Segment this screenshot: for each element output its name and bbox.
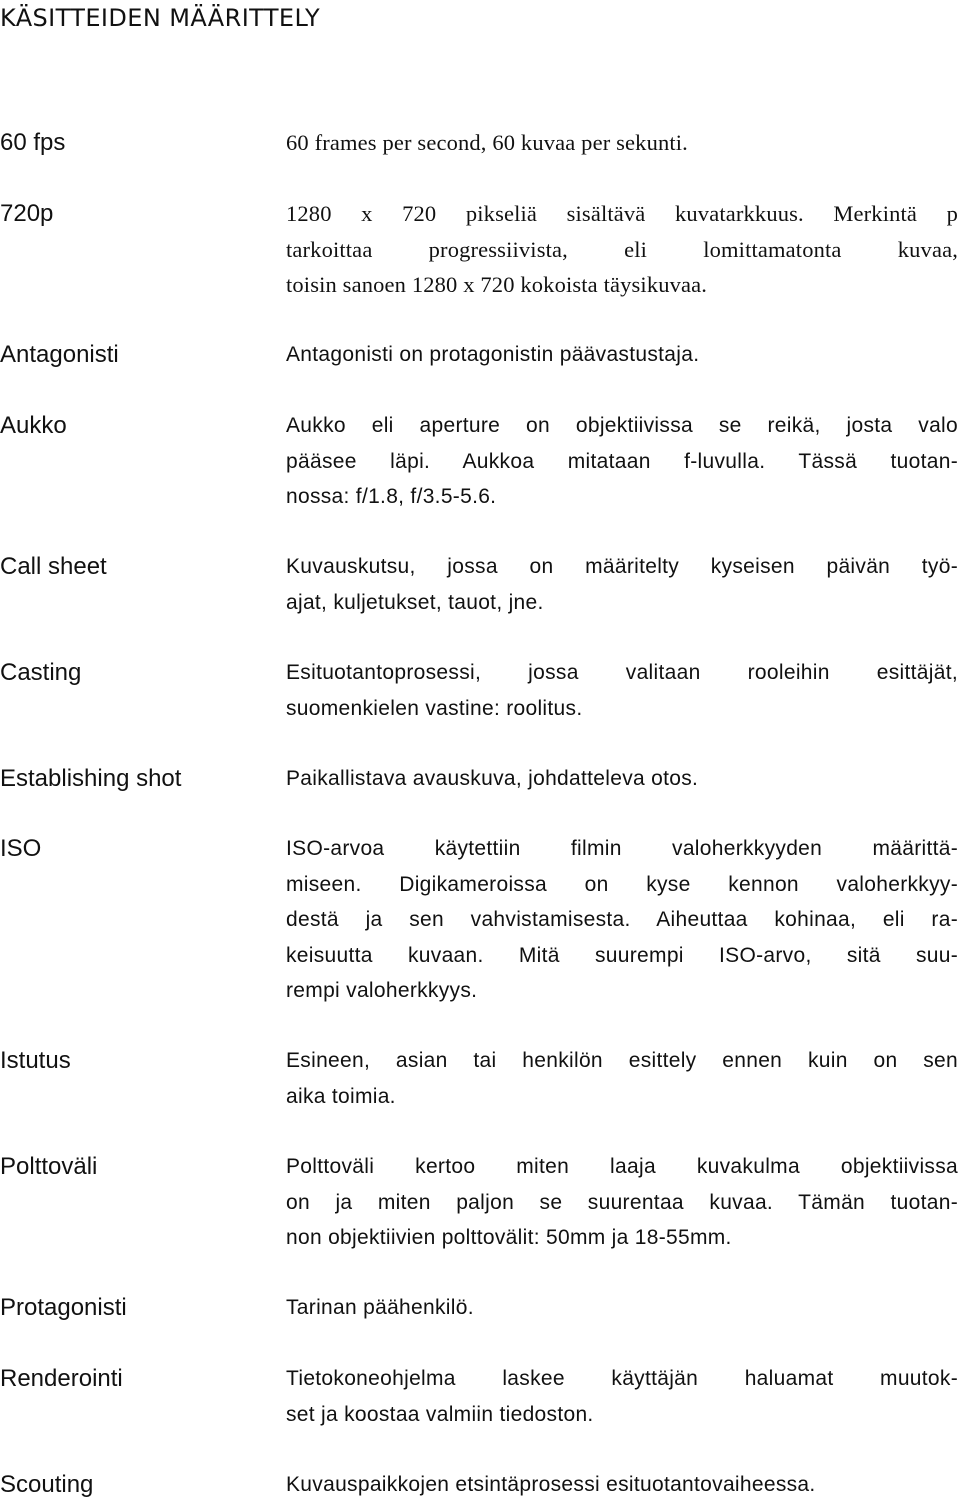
definition-line: Esituotantoprosessi, jossa valitaan rooleihin esittäjät,	[286, 661, 958, 684]
definition-line: set ja koostaa valmiin tiedoston.	[286, 1402, 594, 1426]
term-protagonisti: Protagonisti	[0, 1294, 127, 1321]
term-istutus: Istutus	[0, 1047, 71, 1074]
definition-line: ISO-arvoa käytettiin filmin valoherkkyyden määrittä-	[286, 837, 958, 860]
definition-line: non objektiivien polttovälit: 50mm ja 18-55mm.	[286, 1226, 732, 1249]
term-call-sheet: Call sheet	[0, 553, 107, 580]
definition-scouting	[286, 1467, 958, 1503]
definition-line: pääsee läpi. Aukkoa mitataan f-luvulla. Tässä tuotan-	[286, 449, 958, 473]
definition-line: rempi valoherkkyys.	[286, 979, 478, 1002]
definition-line: aika toimia.	[286, 1084, 396, 1108]
definition-call-sheet	[286, 549, 958, 620]
term-antagonisti: Antagonisti	[0, 341, 119, 368]
definition-line: 1280 x 720 pikseliä sisältävä kuvatarkkuus. Merkintä p	[286, 201, 958, 226]
definition-line: Antagonisti on protagonistin päävastustaja.	[286, 343, 700, 366]
definition-line: Esineen, asian tai henkilön esittely ennen kuin on sen	[286, 1049, 958, 1072]
definition-line: Paikallistava avauskuva, johdatteleva otos.	[286, 767, 699, 790]
definition-establishing-shot	[286, 761, 958, 797]
term-aukko: Aukko	[0, 412, 67, 439]
definition-line: Kuvauskutsu, jossa on määritelty kyseisen päivän työ-	[286, 555, 958, 578]
term-scouting: Scouting	[0, 1471, 94, 1498]
definition-line: destä ja sen vahvistamisesta. Aiheuttaa kohinaa, eli ra-	[286, 908, 958, 931]
definition-iso	[286, 831, 958, 1009]
definition-protagonisti	[286, 1290, 958, 1326]
definition-line: keisuutta kuvaan. Mitä suurempi ISO-arvo, sitä suu-	[286, 943, 958, 967]
definition-line: nossa: f/1.8, f/3.5-5.6.	[286, 485, 497, 508]
definition-720p	[286, 196, 958, 303]
definition-60-fps	[286, 125, 958, 161]
definition-renderointi	[286, 1361, 958, 1432]
definition-casting	[286, 655, 958, 726]
definition-line: ajat, kuljetukset, tauot, jne.	[286, 590, 544, 614]
term-60-fps: 60 fps	[0, 129, 66, 156]
definition-line: toisin sanoen 1280 x 720 kokoista täysikuvaa.	[286, 272, 708, 297]
definition-line: miseen. Digikameroissa on kyse kennon valoherkkyy-	[286, 872, 958, 896]
definition-line: 60 frames per second, 60 kuvaa per sekunti.	[286, 130, 688, 155]
term-casting: Casting	[0, 659, 82, 686]
definition-line: Aukko eli aperture on objektiivissa se reikä, josta valo	[286, 414, 958, 437]
page-title: KÄSITTEIDEN MÄÄRITTELY	[0, 4, 321, 32]
definition-line: Tietokoneohjelma laskee käyttäjän haluamat muutok-	[286, 1367, 958, 1390]
definition-line: Polttoväli kertoo miten laaja kuvakulma objektiivissa	[286, 1155, 958, 1178]
term-polttov-li: Polttoväli	[0, 1153, 98, 1180]
definition-line: suomenkielen vastine: roolitus.	[286, 696, 583, 720]
definition-istutus	[286, 1043, 958, 1114]
term-establishing-shot: Establishing shot	[0, 765, 182, 792]
term-iso: ISO	[0, 835, 42, 862]
definition-line: Kuvauspaikkojen etsintäprosessi esituotantovaiheessa.	[286, 1473, 816, 1496]
definition-line: on ja miten paljon se suurentaa kuvaa. Tämän tuotan-	[286, 1190, 958, 1214]
term-renderointi: Renderointi	[0, 1365, 123, 1392]
definition-line: Tarinan päähenkilö.	[286, 1296, 474, 1319]
definition-line: tarkoittaa progressiivista, eli lomittamatonta kuvaa,	[286, 236, 958, 262]
definition-antagonisti	[286, 337, 958, 373]
definition-polttov-li	[286, 1149, 958, 1256]
definition-aukko	[286, 408, 958, 515]
term-720p: 720p	[0, 200, 54, 227]
